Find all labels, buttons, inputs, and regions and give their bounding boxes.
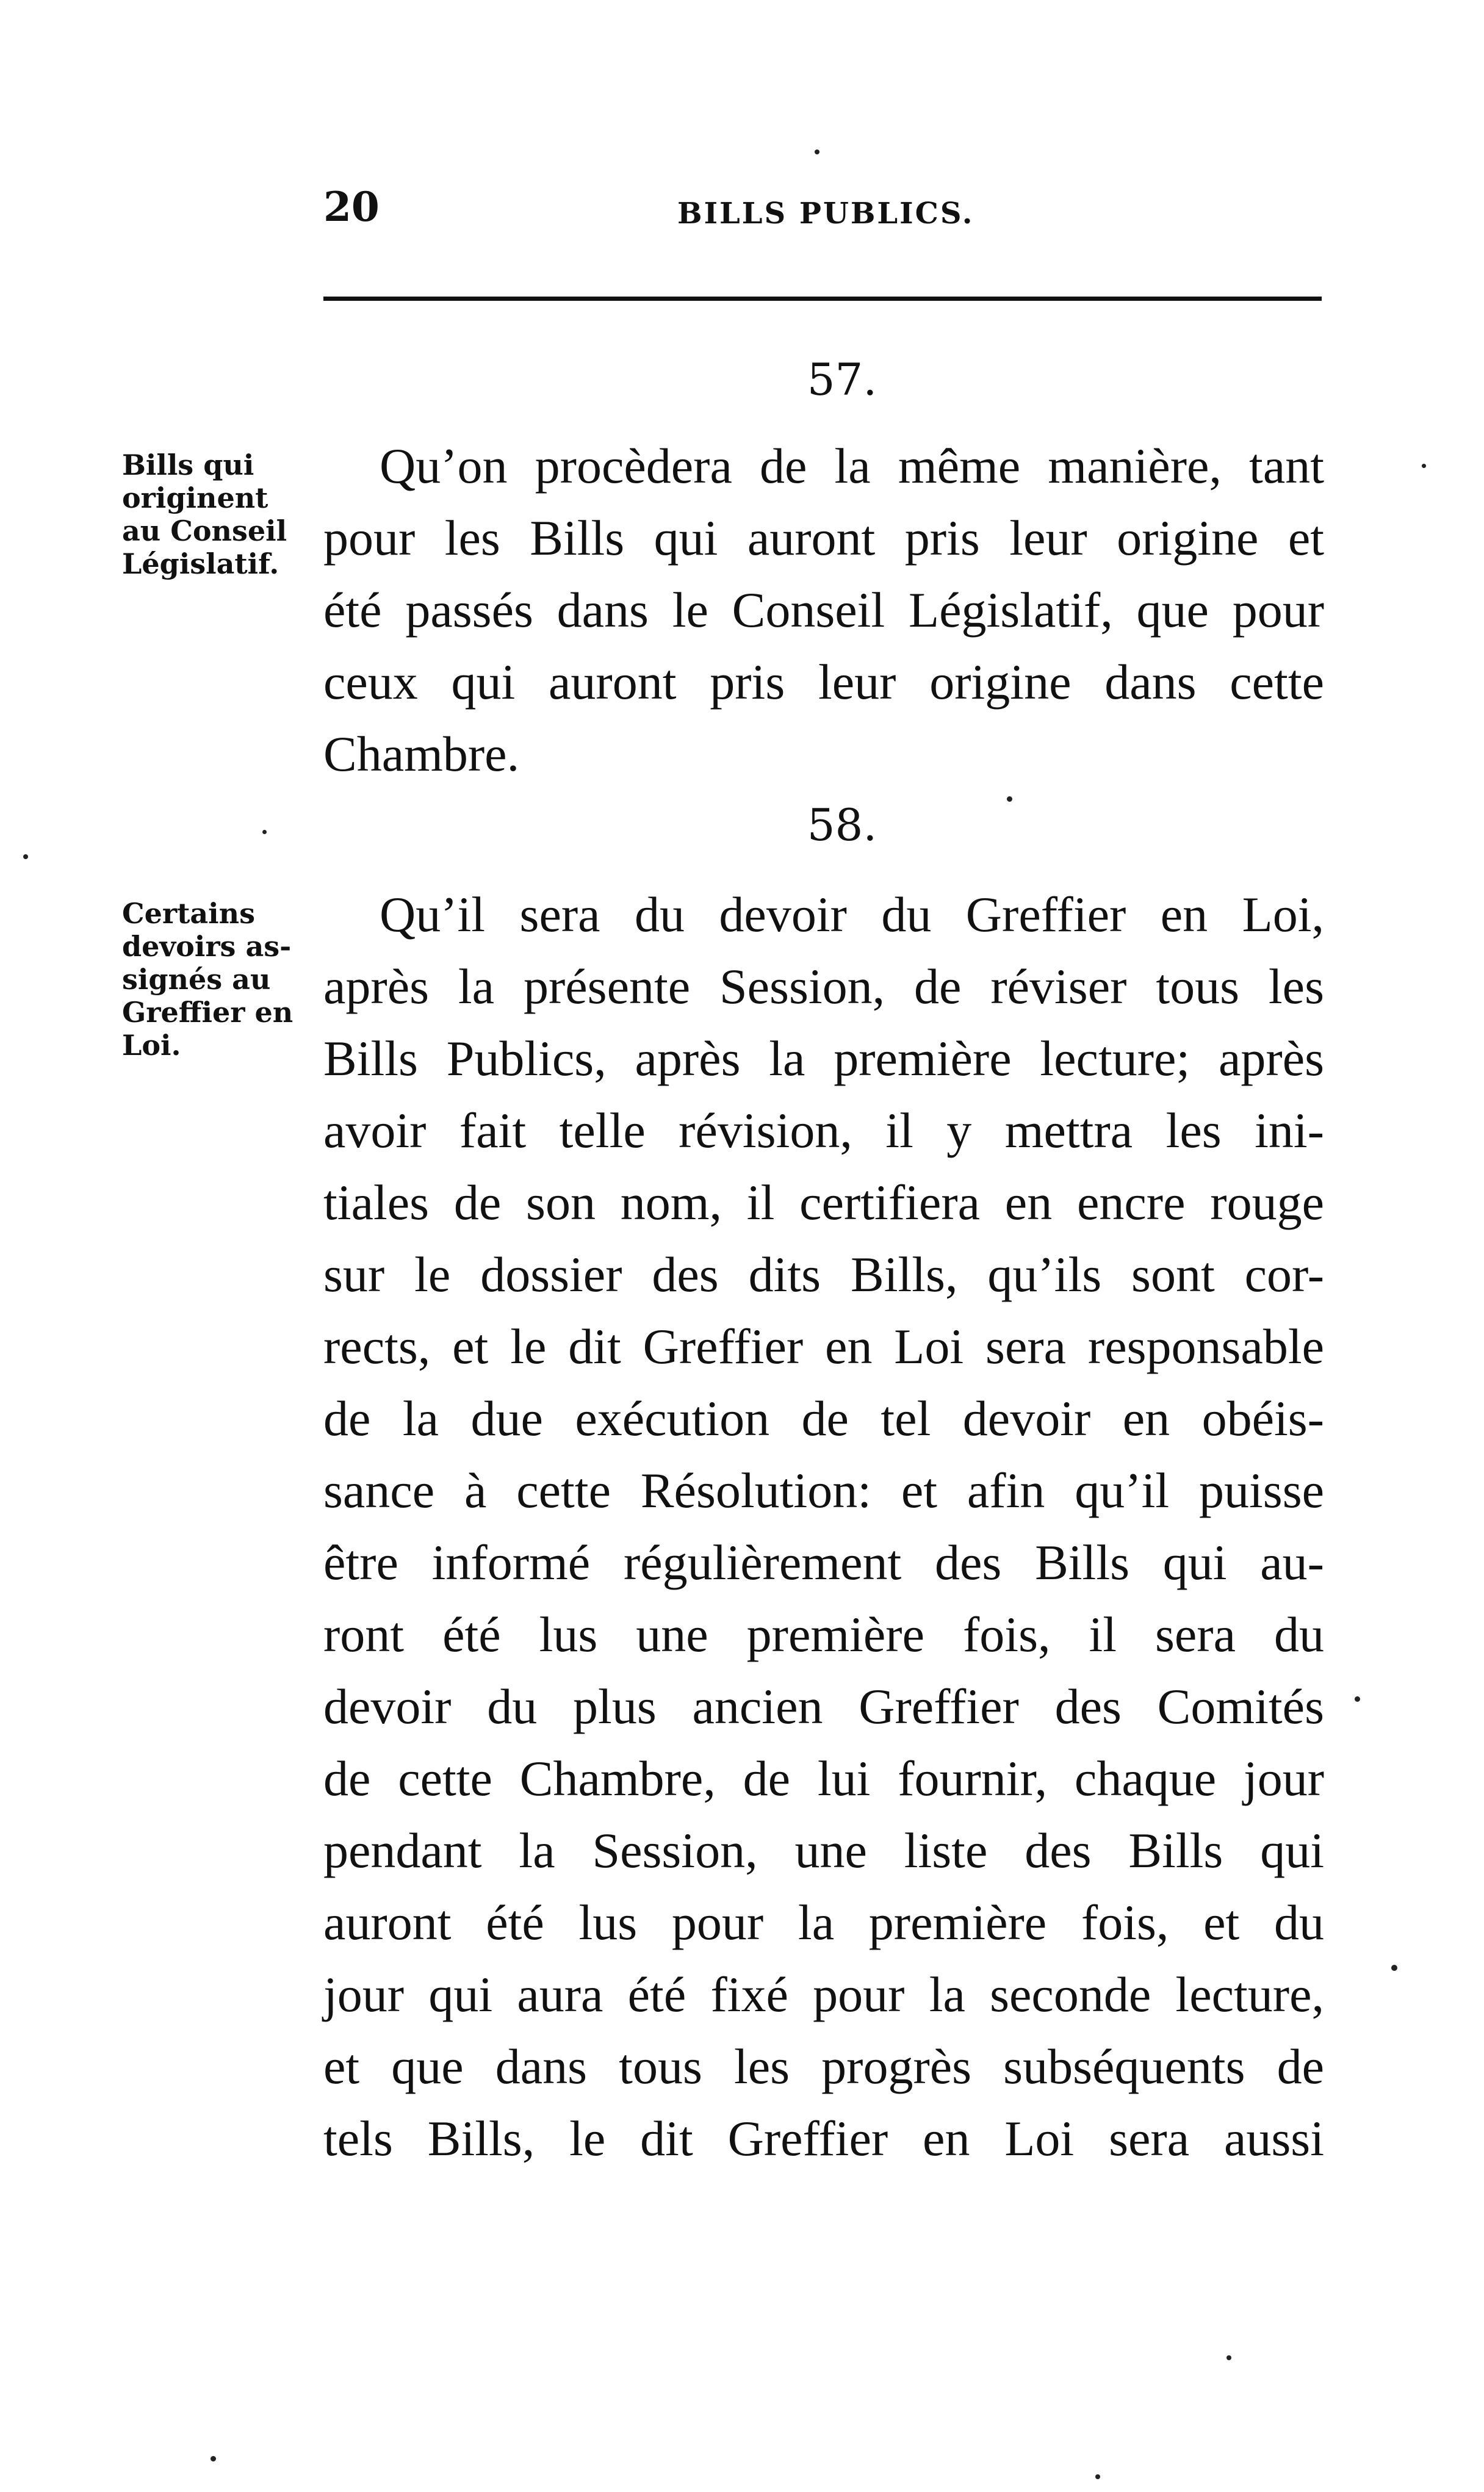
section-number-58: 58. — [807, 799, 877, 851]
margin-note-line: originent — [122, 481, 268, 514]
section-number-57: 57. — [807, 354, 877, 405]
scan-speck — [211, 2456, 216, 2461]
text-line: Chambre. — [323, 726, 520, 782]
scan-speck — [1007, 796, 1012, 802]
margin-note-line: signés au — [122, 963, 271, 996]
text-line: sur le dossier des dits Bills, qu’ils sont cor- — [323, 1247, 1324, 1302]
scan-speck — [1422, 464, 1426, 468]
text-line: de la due exécution de tel devoir en obéis- — [323, 1391, 1324, 1446]
margin-note-line: Législatif. — [122, 547, 279, 580]
running-head: BILLS PUBLICS. — [677, 196, 974, 231]
text-line: pendant la Session, une liste des Bills qui — [323, 1823, 1324, 1878]
text-line: jour qui aura été fixé pour la seconde lecture, — [323, 1967, 1324, 2022]
paragraph-58 — [323, 879, 1324, 2175]
text-line: avoir fait telle révision, il y mettra les ini- — [323, 1103, 1324, 1158]
paragraph-57 — [323, 430, 1324, 790]
margin-note-line: au Conseil — [122, 514, 287, 547]
text-line: été passés dans le Conseil Législatif, que pour — [323, 582, 1324, 638]
scan-speck — [815, 149, 819, 154]
margin-note-line: Loi. — [122, 1029, 181, 1062]
text-line: devoir du plus ancien Greffier des Comités — [323, 1679, 1324, 1734]
text-line: Bills Publics, après la première lecture; après — [323, 1031, 1324, 1086]
text-line: après la présente Session, de réviser tous les — [323, 959, 1324, 1014]
page-number: 20 — [323, 183, 380, 231]
scan-speck — [23, 854, 28, 859]
page-header — [323, 183, 1324, 250]
scan-speck — [1095, 2474, 1100, 2479]
text-line: de cette Chambre, de lui fournir, chaque jour — [323, 1751, 1324, 1806]
text-line: auront été lus pour la première fois, et du — [323, 1895, 1324, 1950]
margin-note-line: Certains — [122, 897, 255, 930]
scan-speck — [1391, 1965, 1397, 1971]
text-line: Qu’il sera du devoir du Greffier en Loi, — [380, 887, 1324, 942]
text-line: sance à cette Résolution: et afin qu’il puisse — [323, 1463, 1324, 1518]
scan-speck — [1355, 1696, 1360, 1702]
scan-speck — [1226, 2355, 1231, 2360]
text-line: et que dans tous les progrès subséquents de — [323, 2039, 1324, 2094]
header-rule — [323, 297, 1322, 301]
scan-speck — [262, 830, 267, 834]
margin-note-58 — [122, 897, 323, 1062]
margin-note-line: Bills qui — [122, 448, 254, 481]
text-line: ront été lus une première fois, il sera du — [323, 1607, 1324, 1662]
text-line: tels Bills, le dit Greffier en Loi sera aussi — [323, 2111, 1324, 2166]
margin-note-57 — [122, 448, 323, 580]
text-line: Qu’on procèdera de la même manière, tant — [380, 438, 1324, 494]
text-line: rects, et le dit Greffier en Loi sera responsable — [323, 1319, 1324, 1374]
margin-note-line: Greffier en — [122, 996, 294, 1029]
text-line: tiales de son nom, il certifiera en encre rouge — [323, 1175, 1324, 1230]
margin-note-line: devoirs as- — [122, 930, 292, 963]
text-line: pour les Bills qui auront pris leur origine et — [323, 510, 1324, 566]
text-line: être informé régulièrement des Bills qui au- — [323, 1535, 1324, 1590]
text-line: ceux qui auront pris leur origine dans cette — [323, 654, 1324, 710]
